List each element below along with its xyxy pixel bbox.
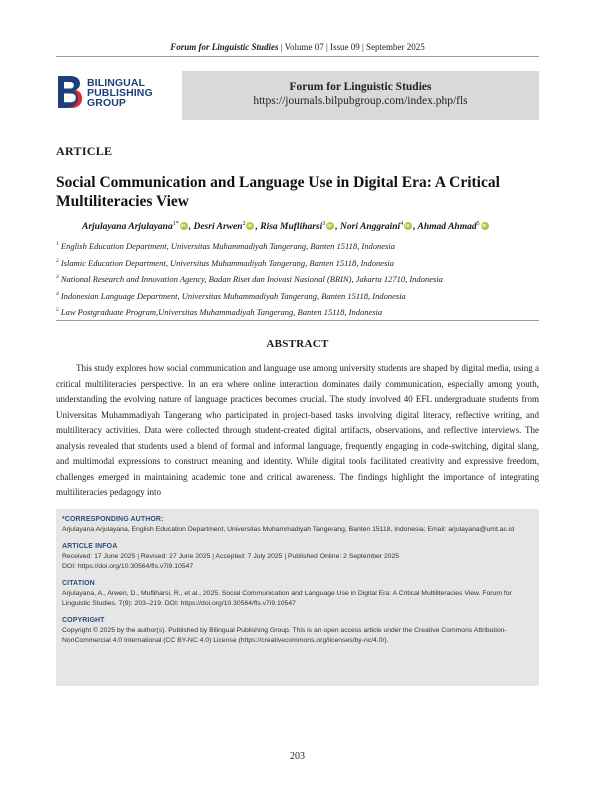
copyright-label: COPYRIGHT (62, 617, 105, 624)
orcid-icon[interactable] (326, 222, 334, 230)
author-name[interactable]: Nori Anggraini (340, 222, 401, 233)
running-head-journal: Forum for Linguistic Studies (170, 42, 279, 52)
author-list (82, 217, 539, 234)
article-info-label: ARTICLE INFOA (62, 543, 118, 550)
affiliation-item (56, 270, 539, 287)
top-divider (56, 56, 539, 57)
affiliation-text: Islamic Education Department, Universitas Muhammadiyah Tangerang, Banten 15118, Indonesia (60, 257, 394, 268)
affiliation-item (56, 237, 539, 254)
author-separator: , (188, 222, 194, 233)
orcid-icon[interactable] (180, 222, 188, 230)
author-affil-sup: 1* (172, 221, 179, 227)
author-affil-sup: 5 (476, 221, 480, 227)
author-separator: , (335, 222, 341, 233)
logo-text-line2: PUBLISHING (87, 87, 153, 99)
running-head-issue: | Volume 07 | Issue 09 | September 2025 (278, 42, 425, 52)
abstract-body: This study explores how social communication and language use among university students are shaped by digital media, using a critical multiliteracies perspective. In an era where online interaction dominates daily communication, especially among youth, understanding the evolving nature of language practices becomes crucial. The study involved 40 EFL undergraduate students from Universitas Muhammadiyah Tangerang who participated in project-based tasks involving digital literacy, reflective writing, and multiliteracy activities. Data were collected through student-created digital artifacts, observations, and reflective interviews. The analysis revealed that students used a blend of formal and informal language, frequently engaging in code-switching, digital slang, and multimodal expressions to construct meaning and identity. While digital tools facilitated creativity and expressive freedom, challenges emerged in maintaining academic tone and critical awareness. The findings highlight the importance of integrating multiliteracies pedagogy into (56, 363, 539, 497)
affiliation-item (56, 303, 539, 320)
author-name[interactable]: Ahmad Ahmad (417, 222, 477, 233)
bilingual-b-logo-icon (56, 74, 84, 110)
citation-text: Arjulayana, A., Arwen, D., Mufliharsi, R., et al., 2025. Social Communication and Language Use in Digital Era: A Critical Multiliteracies View. Forum for Linguistic Studies. 7(9): 203–219. DOI: https://doi.org/10.30564/fls.v7i9.10547 (62, 590, 512, 607)
abstract-divider (56, 320, 539, 321)
affiliation-text: National Research and Innovation Agency, Badan Riset dan Inovasi Nasional (BRIN), Jakarta 12710, Indonesia (60, 273, 443, 284)
affiliation-text: English Education Department, Universitas Muhammadiyah Tangerang, Banten 15118, Indonesia (60, 240, 395, 251)
article-info-section (62, 542, 533, 572)
article-title: Social Communication and Language Use in Digital Era: A Critical Multiliteracies View (56, 174, 500, 210)
affiliation-text: Indonesian Language Department, Universitas Muhammadiyah Tangerang, Banten 15118, Indonesia (60, 290, 406, 301)
author-name[interactable]: Desri Arwen (193, 222, 243, 233)
author-affil-sup: 2 (242, 221, 246, 227)
copyright-section (62, 616, 533, 646)
author-affil-sup: 4 (400, 221, 404, 227)
orcid-icon[interactable] (481, 222, 489, 230)
corresponding-author-text: Arjulayana Arjulayana, English Education Department, Universitas Muhammadiyah Tangerang, Banten 15118, Indonesia; Email: arjulayana@umt.ac.id (62, 526, 515, 533)
journal-banner (182, 71, 539, 120)
abstract-heading: ABSTRACT (266, 338, 329, 350)
author-affil-sup: 3 (322, 221, 326, 227)
logo-text-line1: BILINGUAL (87, 77, 146, 89)
affiliation-list (56, 237, 539, 320)
affiliation-sup: 3 (56, 274, 59, 281)
publisher-logo (56, 74, 166, 110)
copyright-text: Copyright © 2025 by the author(s). Published by Bilingual Publishing Group. This is an open access article under the Creative Commons Attribution-NonCommercial 4.0 International (CC BY-NC 4.0) License (https://creativecommons.org/licenses/by-nc/4.0/). (62, 627, 507, 644)
affiliation-item (56, 287, 539, 304)
running-head (0, 42, 595, 52)
article-info-box (56, 509, 539, 686)
corresponding-author-section (62, 515, 533, 535)
affiliation-item (56, 254, 539, 271)
citation-section (62, 579, 533, 609)
author-name[interactable]: Risa Mufliharsi (260, 222, 323, 233)
article-info-dates: Received: 17 June 2025 | Revised: 27 June 2025 | Accepted: 7 July 2025 | Published Online: 2 September 2025 (62, 553, 400, 560)
orcid-icon[interactable] (404, 222, 412, 230)
page-number: 203 (290, 751, 305, 762)
author-name[interactable]: Arjulayana Arjulayana (82, 222, 173, 233)
journal-banner-url[interactable]: https://journals.bilpubgroup.com/index.php/fls (253, 95, 468, 107)
affiliation-text: Law Postgraduate Program,Universitas Muhammadiyah Tangerang, Banten 15118, Indonesia (60, 306, 383, 317)
journal-banner-title: Forum for Linguistic Studies (289, 81, 432, 93)
affiliation-sup: 1 (56, 241, 59, 247)
author-separator: , (413, 222, 418, 233)
citation-label: CITATION (62, 580, 95, 587)
affiliation-sup: 2 (56, 257, 59, 264)
orcid-icon[interactable] (246, 222, 254, 230)
author-separator: , (255, 222, 261, 233)
affiliation-sup: 4 (56, 290, 59, 297)
article-info-doi[interactable]: DOI: https://doi.org/10.30564/fls.v7i9.10547 (62, 563, 194, 570)
article-type-label: ARTICLE (56, 144, 113, 158)
logo-text-line3: GROUP (87, 97, 127, 109)
affiliation-sup: 5 (56, 307, 59, 314)
corresponding-author-label: *CORRESPONDING AUTHOR: (62, 516, 164, 523)
